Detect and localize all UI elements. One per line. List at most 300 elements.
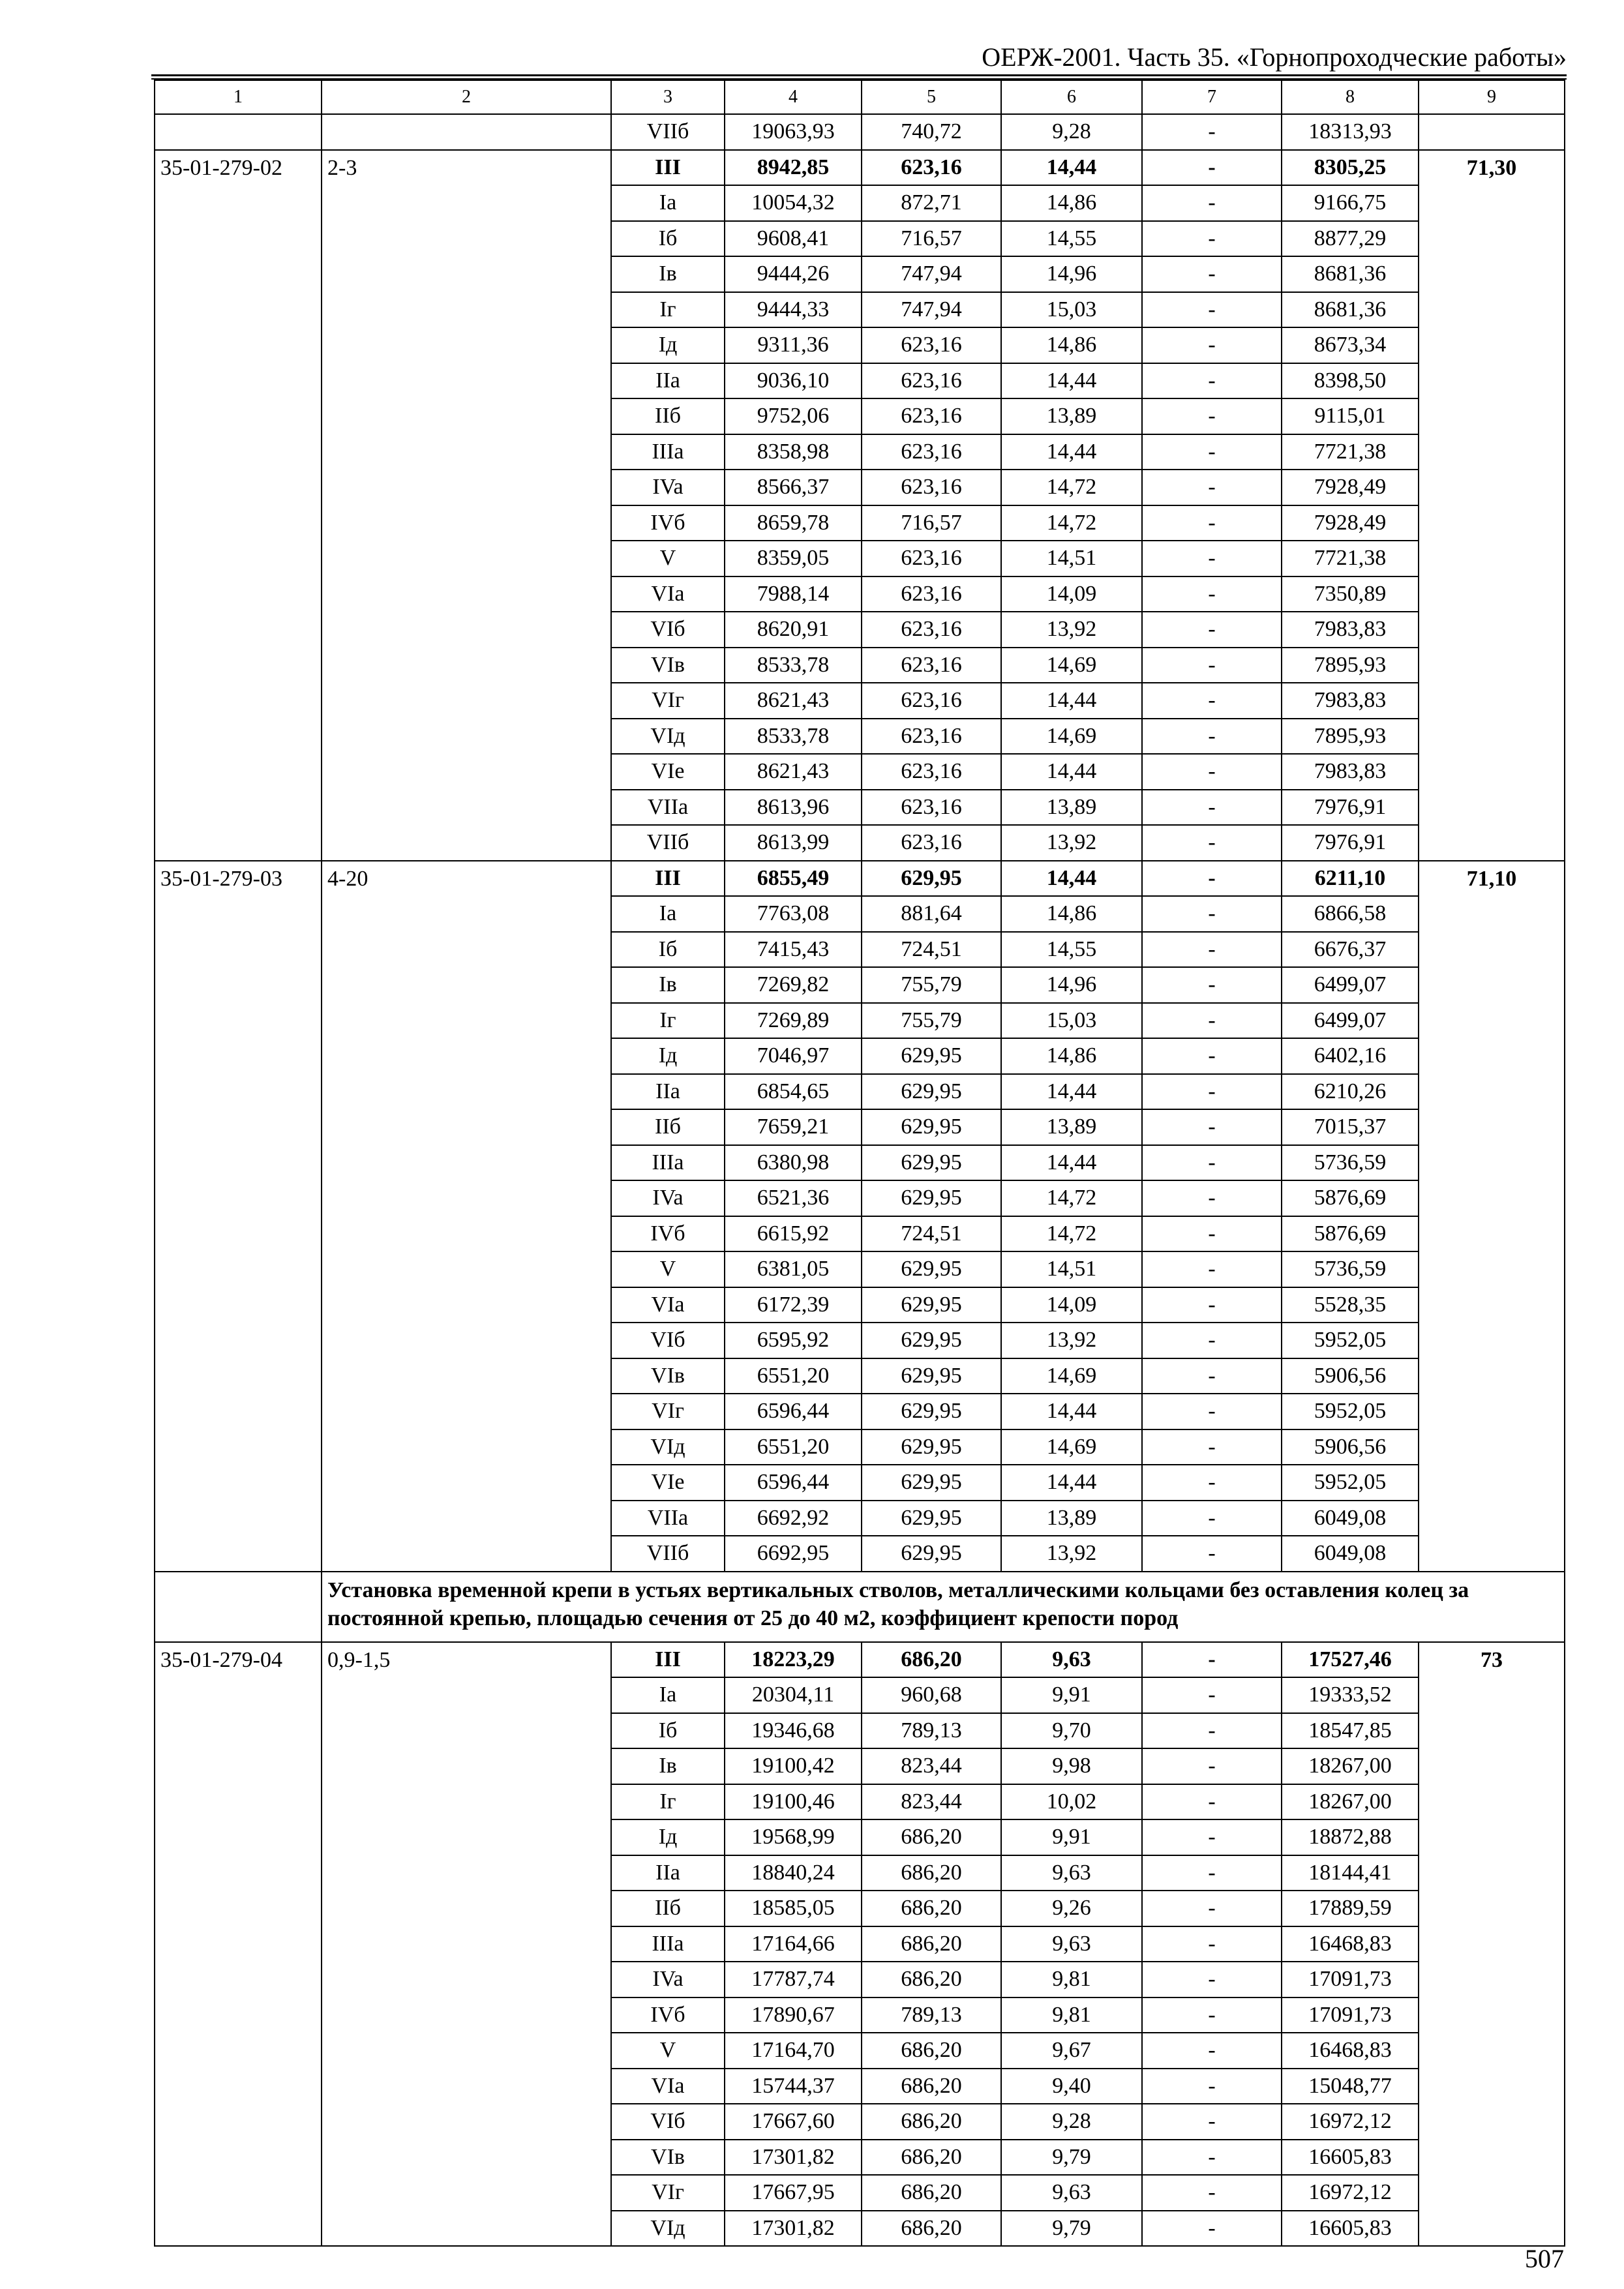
wages: 686,20: [862, 1891, 1001, 1926]
wages: 823,44: [862, 1784, 1001, 1820]
wages: 686,20: [862, 1962, 1001, 1997]
total-cost: 19568,99: [725, 1819, 862, 1855]
zone-code: III: [611, 150, 725, 186]
materials-cost: -: [1142, 434, 1282, 470]
total-cost: 6551,20: [725, 1429, 862, 1465]
materials-total: 17889,59: [1282, 1891, 1419, 1926]
zone-code: Iв: [611, 967, 725, 1003]
total-cost: 7269,89: [725, 1003, 862, 1039]
wages: 716,57: [862, 505, 1001, 541]
materials-cost: -: [1142, 1819, 1282, 1855]
column-number: 1: [155, 80, 322, 114]
zone-code: VIIб: [611, 825, 725, 861]
total-cost: 10054,32: [725, 185, 862, 221]
materials-total: 18144,41: [1282, 1855, 1419, 1891]
machine-cost: 14,96: [1001, 256, 1142, 292]
total-cost: 6596,44: [725, 1394, 862, 1429]
materials-total: 7350,89: [1282, 576, 1419, 612]
materials-cost: -: [1142, 1962, 1282, 1997]
zone-code: Iг: [611, 292, 725, 328]
materials-total: 16605,83: [1282, 2211, 1419, 2247]
wages: 629,95: [862, 1109, 1001, 1145]
materials-cost: -: [1142, 1251, 1282, 1287]
wages: 623,16: [862, 612, 1001, 648]
machine-cost: 14,44: [1001, 434, 1142, 470]
materials-cost: -: [1142, 2104, 1282, 2140]
zone-code: Iд: [611, 1819, 725, 1855]
machine-cost: 13,89: [1001, 398, 1142, 434]
zone-code: IVб: [611, 505, 725, 541]
materials-cost: -: [1142, 1216, 1282, 1252]
machine-cost: 13,89: [1001, 1109, 1142, 1145]
zone-code: IVa: [611, 1180, 725, 1216]
materials-total: 7895,93: [1282, 648, 1419, 683]
table-row: [155, 861, 1565, 897]
total-cost: 18585,05: [725, 1891, 862, 1926]
machine-cost: 14,86: [1001, 327, 1142, 363]
machine-cost: 13,89: [1001, 790, 1142, 826]
machine-cost: 14,51: [1001, 1251, 1142, 1287]
machine-cost: 13,92: [1001, 1536, 1142, 1572]
machine-cost: 9,63: [1001, 1926, 1142, 1962]
total-cost: 6381,05: [725, 1251, 862, 1287]
materials-total: 9166,75: [1282, 185, 1419, 221]
wages: 686,20: [862, 2211, 1001, 2247]
materials-cost: -: [1142, 683, 1282, 719]
materials-total: 8681,36: [1282, 292, 1419, 328]
hardness-range: 2-3: [322, 150, 611, 861]
total-cost: 19346,68: [725, 1713, 862, 1749]
total-cost: 17301,82: [725, 2140, 862, 2176]
wages: 623,16: [862, 790, 1001, 826]
materials-total: 6210,26: [1282, 1074, 1419, 1110]
table-body: [155, 80, 1565, 2246]
materials-total: 7721,38: [1282, 434, 1419, 470]
materials-cost: -: [1142, 612, 1282, 648]
table-row: [155, 114, 1565, 150]
materials-cost: -: [1142, 2033, 1282, 2069]
machine-cost: 9,79: [1001, 2140, 1142, 2176]
wages: 823,44: [862, 1748, 1001, 1784]
zone-code: Iв: [611, 1748, 725, 1784]
wages: 623,16: [862, 541, 1001, 576]
machine-cost: 14,44: [1001, 861, 1142, 897]
total-cost: 8942,85: [725, 150, 862, 186]
zone-code: VIг: [611, 2175, 725, 2211]
machine-cost: 9,70: [1001, 1713, 1142, 1749]
total-cost: 8613,99: [725, 825, 862, 861]
total-cost: 6595,92: [725, 1323, 862, 1358]
machine-cost: 9,28: [1001, 114, 1142, 150]
total-cost: 9752,06: [725, 398, 862, 434]
wages: 881,64: [862, 896, 1001, 932]
materials-total: 7983,83: [1282, 683, 1419, 719]
materials-cost: -: [1142, 1891, 1282, 1926]
materials-cost: -: [1142, 2211, 1282, 2247]
machine-cost: 14,69: [1001, 648, 1142, 683]
total-cost: 8659,78: [725, 505, 862, 541]
materials-cost: -: [1142, 2140, 1282, 2176]
wages: 740,72: [862, 114, 1001, 150]
wages: 623,16: [862, 363, 1001, 399]
materials-total: 17091,73: [1282, 1997, 1419, 2033]
wages: 623,16: [862, 576, 1001, 612]
zone-code: IIб: [611, 1891, 725, 1926]
wages: 789,13: [862, 1713, 1001, 1749]
materials-cost: -: [1142, 1855, 1282, 1891]
machine-cost: 9,91: [1001, 1677, 1142, 1713]
zone-code: IIб: [611, 1109, 725, 1145]
materials-cost: -: [1142, 932, 1282, 968]
materials-total: 5906,56: [1282, 1358, 1419, 1394]
machine-cost: 9,79: [1001, 2211, 1142, 2247]
zone-code: IIa: [611, 1074, 725, 1110]
total-cost: 9036,10: [725, 363, 862, 399]
machine-cost: 14,86: [1001, 185, 1142, 221]
zone-code: IIIa: [611, 434, 725, 470]
column-number: 5: [862, 80, 1001, 114]
table-row: [155, 1642, 1565, 1678]
total-cost: 19100,46: [725, 1784, 862, 1820]
machine-cost: 14,55: [1001, 221, 1142, 257]
materials-total: 5952,05: [1282, 1323, 1419, 1358]
zone-code: VIв: [611, 2140, 725, 2176]
total-cost: 6615,92: [725, 1216, 862, 1252]
materials-total: 17527,46: [1282, 1642, 1419, 1678]
total-cost: 8613,96: [725, 790, 862, 826]
machine-cost: 10,02: [1001, 1784, 1142, 1820]
total-cost: 8358,98: [725, 434, 862, 470]
column-number: 7: [1142, 80, 1282, 114]
wages: 623,16: [862, 719, 1001, 755]
zone-code: Iв: [611, 256, 725, 292]
zone-code: VIe: [611, 1465, 725, 1501]
materials-total: 15048,77: [1282, 2069, 1419, 2104]
wages: 623,16: [862, 648, 1001, 683]
machine-cost: 9,63: [1001, 2175, 1142, 2211]
materials-cost: -: [1142, 1536, 1282, 1572]
materials-total: 17091,73: [1282, 1962, 1419, 1997]
materials-total: 6211,10: [1282, 861, 1419, 897]
total-cost: 6521,36: [725, 1180, 862, 1216]
zone-code: Ia: [611, 896, 725, 932]
materials-total: 16972,12: [1282, 2175, 1419, 2211]
machine-cost: 14,51: [1001, 541, 1142, 576]
total-cost: 9608,41: [725, 221, 862, 257]
machine-cost: 14,72: [1001, 470, 1142, 505]
machine-cost: 14,09: [1001, 576, 1142, 612]
materials-cost: -: [1142, 1323, 1282, 1358]
materials-cost: -: [1142, 896, 1282, 932]
materials-total: 7895,93: [1282, 719, 1419, 755]
wages: 686,20: [862, 2033, 1001, 2069]
materials-cost: -: [1142, 292, 1282, 328]
wages: 623,16: [862, 150, 1001, 186]
zone-code: IIa: [611, 1855, 725, 1891]
zone-code: Ia: [611, 1677, 725, 1713]
total-cost: 7046,97: [725, 1038, 862, 1074]
wages: 686,20: [862, 1855, 1001, 1891]
materials-cost: -: [1142, 648, 1282, 683]
rate-code: 35-01-279-02: [155, 150, 322, 861]
materials-cost: -: [1142, 1748, 1282, 1784]
wages: 686,20: [862, 2140, 1001, 2176]
machine-cost: 14,55: [1001, 932, 1142, 968]
empty-cell: [155, 114, 322, 150]
machine-cost: 14,69: [1001, 1358, 1142, 1394]
zone-code: III: [611, 1642, 725, 1678]
materials-total: 5906,56: [1282, 1429, 1419, 1465]
wages: 686,20: [862, 1642, 1001, 1678]
machine-cost: 14,09: [1001, 1287, 1142, 1323]
total-cost: 9444,33: [725, 292, 862, 328]
wages: 724,51: [862, 1216, 1001, 1252]
materials-cost: -: [1142, 1926, 1282, 1962]
column-number-row: [155, 80, 1565, 114]
machine-cost: 14,44: [1001, 1394, 1142, 1429]
zone-code: VIIa: [611, 1501, 725, 1536]
materials-cost: -: [1142, 1145, 1282, 1181]
wages: 629,95: [862, 1536, 1001, 1572]
materials-total: 16468,83: [1282, 1926, 1419, 1962]
wages: 623,16: [862, 327, 1001, 363]
total-cost: 7763,08: [725, 896, 862, 932]
zone-code: VIIб: [611, 114, 725, 150]
zone-code: IIIa: [611, 1145, 725, 1181]
machine-cost: 9,40: [1001, 2069, 1142, 2104]
wages: 629,95: [862, 861, 1001, 897]
zone-code: VIa: [611, 576, 725, 612]
wages: 789,13: [862, 1997, 1001, 2033]
machine-cost: 14,44: [1001, 683, 1142, 719]
zone-code: Iг: [611, 1784, 725, 1820]
materials-total: 9115,01: [1282, 398, 1419, 434]
zone-code: III: [611, 861, 725, 897]
materials-total: 8877,29: [1282, 221, 1419, 257]
column-number: 4: [725, 80, 862, 114]
column-number: 3: [611, 80, 725, 114]
total-cost: 15744,37: [725, 2069, 862, 2104]
materials-cost: -: [1142, 150, 1282, 186]
materials-total: 18872,88: [1282, 1819, 1419, 1855]
zone-code: Ia: [611, 185, 725, 221]
total-cost: 17164,70: [725, 2033, 862, 2069]
rate-code: 35-01-279-04: [155, 1642, 322, 2247]
total-cost: 17667,95: [725, 2175, 862, 2211]
machine-cost: 14,44: [1001, 363, 1142, 399]
materials-total: 8673,34: [1282, 327, 1419, 363]
materials-total: 18267,00: [1282, 1784, 1419, 1820]
zone-code: IIб: [611, 398, 725, 434]
materials-total: 5736,59: [1282, 1251, 1419, 1287]
zone-code: VIa: [611, 1287, 725, 1323]
materials-total: 6049,08: [1282, 1501, 1419, 1536]
machine-cost: 14,86: [1001, 896, 1142, 932]
total-cost: 17890,67: [725, 1997, 862, 2033]
zone-code: Iд: [611, 327, 725, 363]
materials-total: 8305,25: [1282, 150, 1419, 186]
materials-total: 6049,08: [1282, 1536, 1419, 1572]
machine-cost: 14,44: [1001, 754, 1142, 790]
wages: 623,16: [862, 398, 1001, 434]
section-title: Установка временной крепи в устьях вертикальных стволов, металлическими кольцами без оставления колец за постоянной крепью, площадью сечения от 25 до 40 м2, коэффициент крепости пород: [322, 1572, 1565, 1642]
materials-cost: -: [1142, 2175, 1282, 2211]
materials-total: 16605,83: [1282, 2140, 1419, 2176]
total-cost: 9444,26: [725, 256, 862, 292]
materials-total: 7721,38: [1282, 541, 1419, 576]
materials-cost: -: [1142, 1713, 1282, 1749]
machine-cost: 9,26: [1001, 1891, 1142, 1926]
wages: 686,20: [862, 2104, 1001, 2140]
materials-total: 7976,91: [1282, 790, 1419, 826]
total-cost: 18840,24: [725, 1855, 862, 1891]
zone-code: IIa: [611, 363, 725, 399]
wages: 623,16: [862, 470, 1001, 505]
materials-cost: -: [1142, 1642, 1282, 1678]
zone-code: VIб: [611, 1323, 725, 1358]
machine-cost: 14,72: [1001, 1216, 1142, 1252]
materials-cost: -: [1142, 1109, 1282, 1145]
total-cost: 19063,93: [725, 114, 862, 150]
materials-cost: -: [1142, 1038, 1282, 1074]
hardness-range: 0,9-1,5: [322, 1642, 611, 2247]
machine-cost: 9,81: [1001, 1962, 1142, 1997]
machine-cost: 9,63: [1001, 1855, 1142, 1891]
total-cost: 8621,43: [725, 683, 862, 719]
materials-cost: -: [1142, 576, 1282, 612]
materials-cost: -: [1142, 221, 1282, 257]
materials-cost: -: [1142, 1677, 1282, 1713]
total-cost: 6692,92: [725, 1501, 862, 1536]
materials-total: 7976,91: [1282, 825, 1419, 861]
zone-code: IVa: [611, 1962, 725, 1997]
materials-total: 7928,49: [1282, 505, 1419, 541]
total-cost: 7659,21: [725, 1109, 862, 1145]
total-cost: 9311,36: [725, 327, 862, 363]
zone-code: VIIa: [611, 790, 725, 826]
materials-total: 16972,12: [1282, 2104, 1419, 2140]
materials-total: 6499,07: [1282, 1003, 1419, 1039]
zone-code: VIд: [611, 2211, 725, 2247]
wages: 629,95: [862, 1287, 1001, 1323]
wages: 755,79: [862, 967, 1001, 1003]
table-row: [155, 150, 1565, 186]
materials-total: 5736,59: [1282, 1145, 1419, 1181]
wages: 629,95: [862, 1180, 1001, 1216]
empty-cell: [155, 1572, 322, 1642]
zone-code: VIв: [611, 648, 725, 683]
materials-cost: -: [1142, 256, 1282, 292]
zone-code: VIв: [611, 1358, 725, 1394]
total-cost: 8566,37: [725, 470, 862, 505]
materials-cost: -: [1142, 754, 1282, 790]
materials-total: 6866,58: [1282, 896, 1419, 932]
column-number: 6: [1001, 80, 1142, 114]
rates-table: [154, 80, 1565, 2247]
zone-code: VIб: [611, 2104, 725, 2140]
wages: 629,95: [862, 1074, 1001, 1110]
rate-code: 35-01-279-03: [155, 861, 322, 1572]
wages: 872,71: [862, 185, 1001, 221]
labor-norm: 71,30: [1419, 150, 1565, 861]
machine-cost: 14,44: [1001, 1145, 1142, 1181]
wages: 747,94: [862, 292, 1001, 328]
total-cost: 6855,49: [725, 861, 862, 897]
wages: 716,57: [862, 221, 1001, 257]
empty-cell: [322, 114, 611, 150]
machine-cost: 9,91: [1001, 1819, 1142, 1855]
total-cost: 7988,14: [725, 576, 862, 612]
header-rule-thick: [151, 74, 1567, 76]
zone-code: VIa: [611, 2069, 725, 2104]
materials-cost: -: [1142, 363, 1282, 399]
zone-code: IVб: [611, 1997, 725, 2033]
column-number: 2: [322, 80, 611, 114]
materials-cost: -: [1142, 505, 1282, 541]
materials-total: 6402,16: [1282, 1038, 1419, 1074]
total-cost: 17164,66: [725, 1926, 862, 1962]
materials-total: 8398,50: [1282, 363, 1419, 399]
materials-cost: -: [1142, 1465, 1282, 1501]
materials-cost: -: [1142, 1394, 1282, 1429]
zone-code: IVa: [611, 470, 725, 505]
zone-code: Iб: [611, 932, 725, 968]
materials-total: 18547,85: [1282, 1713, 1419, 1749]
zone-code: VIд: [611, 719, 725, 755]
machine-cost: 15,03: [1001, 292, 1142, 328]
wages: 747,94: [862, 256, 1001, 292]
wages: 629,95: [862, 1465, 1001, 1501]
machine-cost: 13,92: [1001, 1323, 1142, 1358]
materials-total: 5528,35: [1282, 1287, 1419, 1323]
materials-cost: -: [1142, 861, 1282, 897]
machine-cost: 14,72: [1001, 505, 1142, 541]
zone-code: VIб: [611, 612, 725, 648]
materials-cost: -: [1142, 719, 1282, 755]
materials-cost: -: [1142, 1501, 1282, 1536]
materials-cost: -: [1142, 967, 1282, 1003]
wages: 623,16: [862, 434, 1001, 470]
machine-cost: 14,69: [1001, 1429, 1142, 1465]
machine-cost: 9,67: [1001, 2033, 1142, 2069]
materials-total: 7928,49: [1282, 470, 1419, 505]
wages: 629,95: [862, 1501, 1001, 1536]
materials-total: 5952,05: [1282, 1394, 1419, 1429]
materials-total: 18313,93: [1282, 114, 1419, 150]
total-cost: 20304,11: [725, 1677, 862, 1713]
machine-cost: 14,72: [1001, 1180, 1142, 1216]
wages: 755,79: [862, 1003, 1001, 1039]
total-cost: 8620,91: [725, 612, 862, 648]
wages: 623,16: [862, 825, 1001, 861]
materials-cost: -: [1142, 1358, 1282, 1394]
column-number: 9: [1419, 80, 1565, 114]
materials-cost: -: [1142, 1074, 1282, 1110]
materials-total: 6499,07: [1282, 967, 1419, 1003]
total-cost: 17301,82: [725, 2211, 862, 2247]
machine-cost: 14,44: [1001, 1074, 1142, 1110]
zone-code: VIe: [611, 754, 725, 790]
machine-cost: 9,98: [1001, 1748, 1142, 1784]
section-heading-row: [155, 1572, 1565, 1642]
materials-total: 18267,00: [1282, 1748, 1419, 1784]
materials-cost: -: [1142, 1003, 1282, 1039]
wages: 686,20: [862, 1926, 1001, 1962]
zone-code: V: [611, 541, 725, 576]
page-number: 507: [1525, 2244, 1564, 2273]
total-cost: 8533,78: [725, 648, 862, 683]
materials-total: 5876,69: [1282, 1216, 1419, 1252]
